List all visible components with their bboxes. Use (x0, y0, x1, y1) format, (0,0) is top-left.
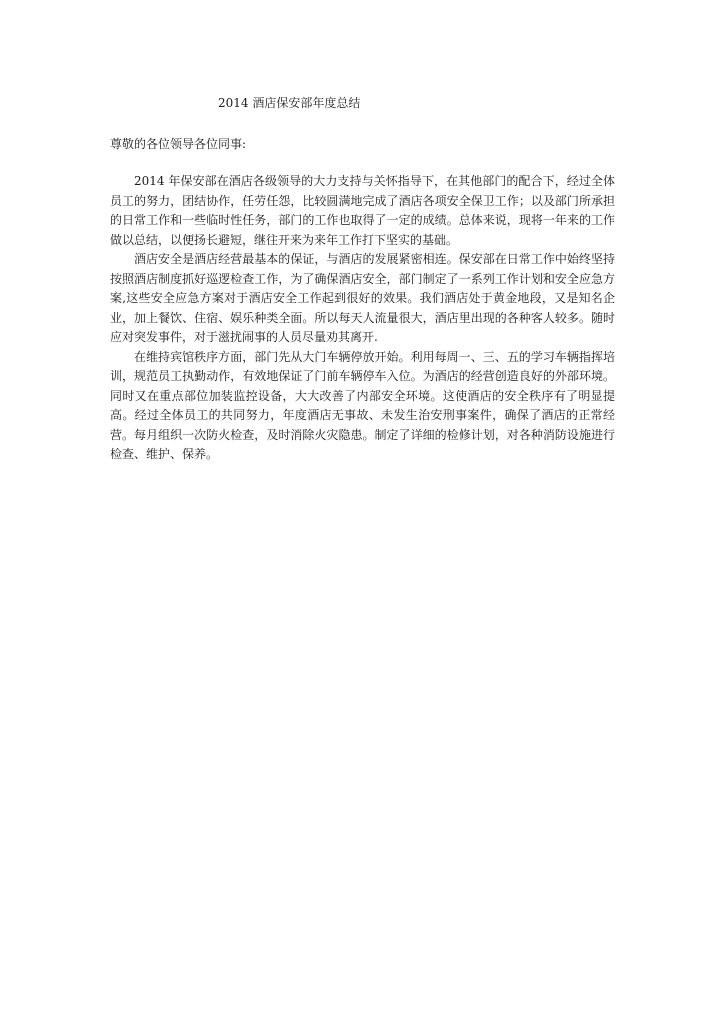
paragraph-order-maintenance: 在维持宾馆秩序方面，部门先从大门车辆停放开始。利用每周一、三、五的学习车辆指挥培训，规范员工执勤动作，有效地保证了门前车辆停车入位。为酒店的经营创造良好的外部环境。同时又在重点部位加装监控设备，大大改善了内部安全环境。这使酒店的安全秩序有了明显提高。经过全体员工的共同努力，年度酒店无事故、未发生治安刑事案件，确保了酒店的正常经营。每月组织一次防火检查，及时消除火灾隐患。制定了详细的检修计划，对各种消防设施进行检查、维护、保养。 (110, 349, 615, 461)
paragraph-summary-intro: 2014 年保安部在酒店各级领导的大力支持与关怀指导下，在其他部门的配合下，经过全体员工的努力，团结协作，任劳任怨，比较圆满地完成了酒店各项安全保卫工作；以及部门所承担的日常工作和一些临时性任务，部门的工作也取得了一定的成绩。总体来说，现将一年来的工作做以总结，以便扬长避短，继往开来为来年工作打下坚实的基础。 (110, 174, 615, 247)
salutation: 尊敬的各位领导各位同事: (110, 137, 247, 151)
document-body (110, 172, 615, 465)
document-title: 2014 酒店保安部年度总结 (218, 96, 361, 110)
paragraph-hotel-safety: 酒店安全是酒店经营最基本的保证，与酒店的发展紧密相连。保安部在日常工作中始终坚持按照酒店制度抓好巡逻检查工作，为了确保酒店安全，部门制定了一系列工作计划和安全应急方案,这些安全应急方案对于酒店安全工作起到很好的效果。我们酒店处于黄金地段，又是知名企业，加上餐饮、住宿、娱乐种类全面。所以每天人流量很大，酒店里出现的各种客人较多。随时应对突发事件，对于滋扰闹事的人员尽量劝其离开. (110, 252, 615, 344)
